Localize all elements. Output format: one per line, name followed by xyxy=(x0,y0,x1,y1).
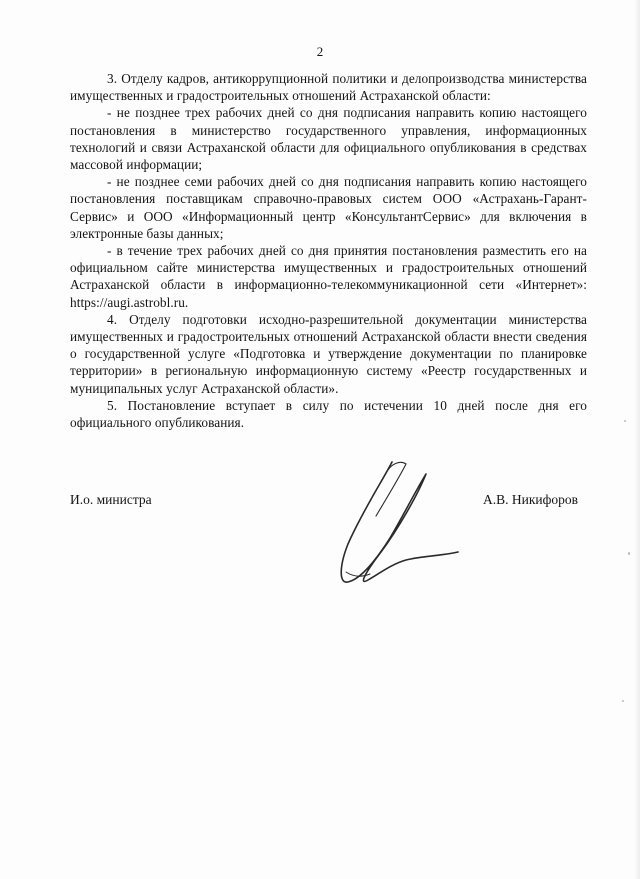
document-body xyxy=(70,70,587,431)
scan-speck xyxy=(622,700,624,702)
page-number: 2 xyxy=(316,44,324,59)
signatory-position: И.о. министра xyxy=(70,492,152,507)
handwritten-signature xyxy=(318,452,488,600)
scan-edge-shadow xyxy=(634,0,640,879)
paragraph-item-3: 3. Отделу кадров, антикоррупционной политики и делопроизводства министерства имущественных и градостроительных отношений Астраханской области: xyxy=(70,71,587,104)
paragraph-legal-systems-copy: - не позднее семи рабочих дней со дня подписания направить копию настоящего постановления поставщикам справочно-правовых систем ООО «Астрахань-Гарант-Сервис» и ООО «Информационный центр «КонсультантСервис» для включения в электронные базы данных; xyxy=(70,174,587,241)
signatory-name: А.В. Никифоров xyxy=(483,492,579,507)
paragraph-item-4: 4. Отделу подготовки исходно-разрешительной документации министерства имущественных и градостроительных отношений Астраханской области внести сведения о государственной услуге «Подготовка и утверждение документации по планировке территории» в региональную информационную систему «Реестр государственных и муниципальных услуг Астраханской области». xyxy=(70,311,587,396)
paragraph-publication-copy: - не позднее трех рабочих дней со дня подписания направить копию настоящего постановления в министерство государственного управления, информационных технологий и связи Астраханской области для официального опубликования в средствах массовой информации; xyxy=(70,105,587,173)
paragraph-website-posting: - в течение трех рабочих дней со дня принятия постановления разместить его на официальном сайте министерства имущественных и градостроительных отношений Астраханской области в информационно-телекоммуникационной сети «Интернет»: https://augi.astrobl.ru. xyxy=(70,243,587,310)
scan-speck xyxy=(628,552,630,555)
scan-speck xyxy=(624,420,626,422)
paragraph-item-5: 5. Постановление вступает в силу по истечении 10 дней после дня его официального опубликования. xyxy=(70,397,587,431)
